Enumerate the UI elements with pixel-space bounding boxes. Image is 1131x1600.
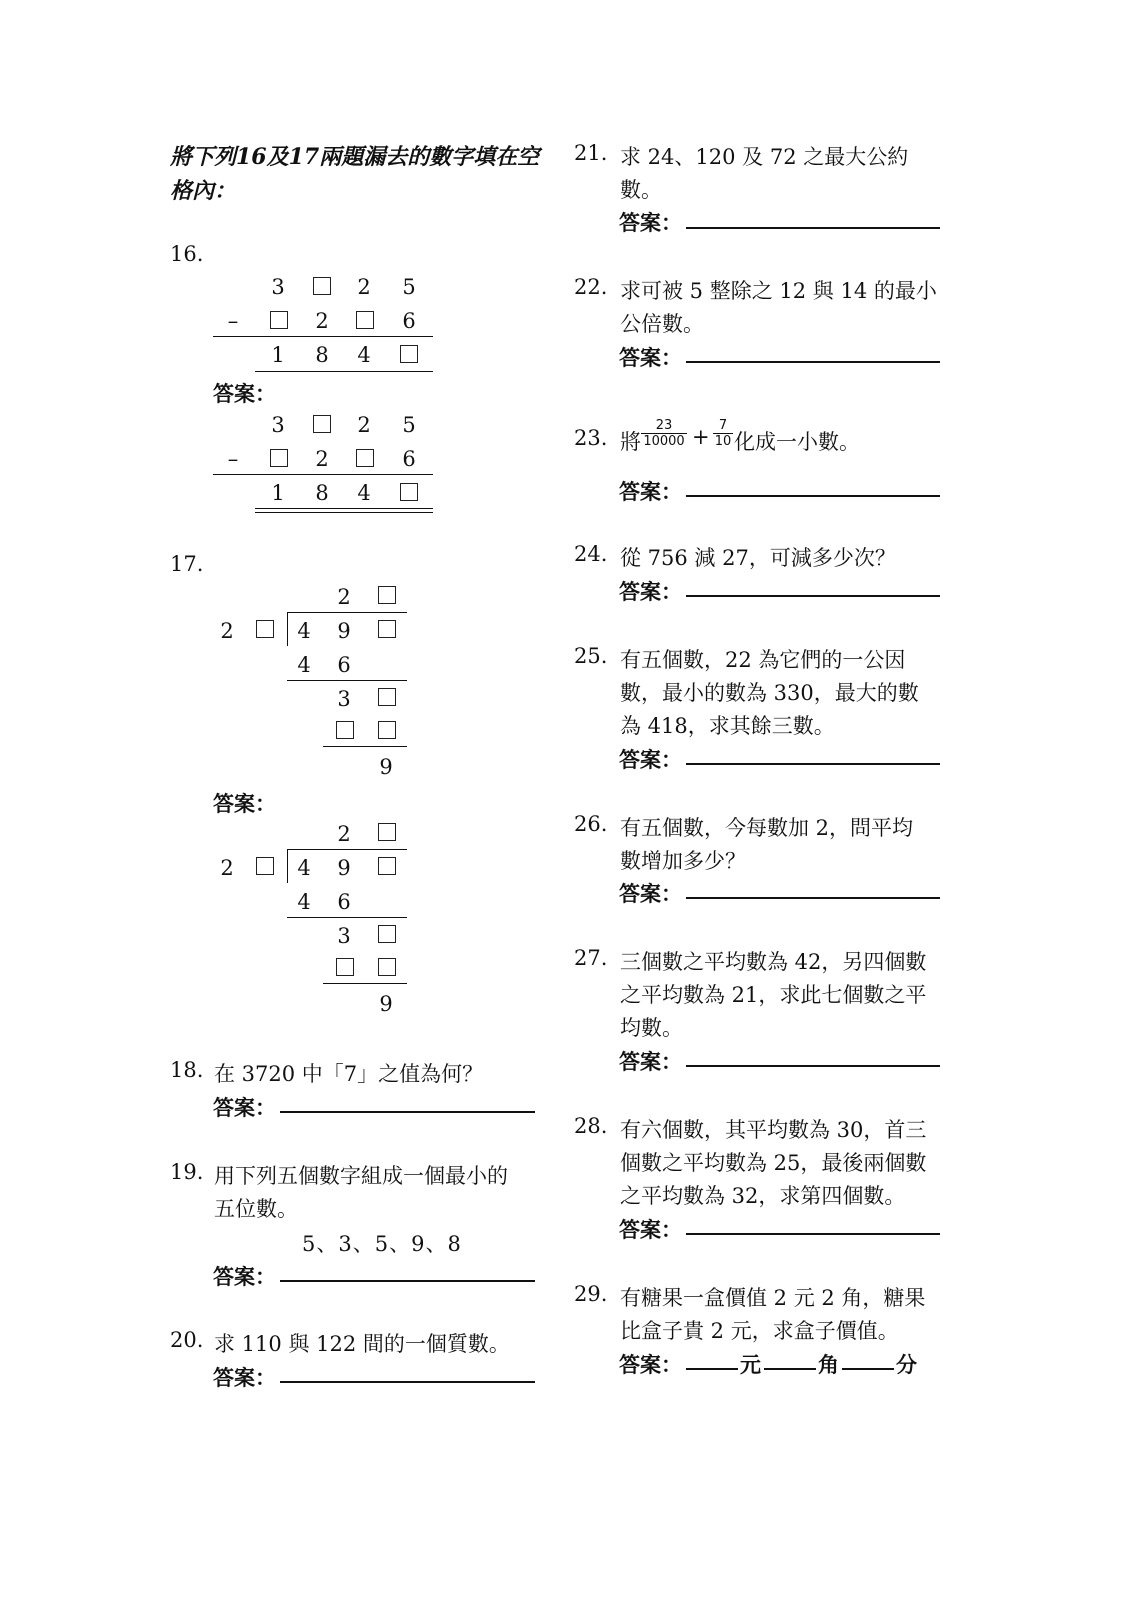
blank-box[interactable] xyxy=(313,277,331,295)
question-number-28: 28. xyxy=(574,1114,608,1138)
digit: 5 xyxy=(402,275,416,299)
answer-box[interactable] xyxy=(256,857,274,875)
question-number-23: 23. xyxy=(574,426,608,450)
blank-box[interactable] xyxy=(378,586,396,604)
q23-prefix: 將 xyxy=(620,430,641,454)
digit: 2 xyxy=(315,309,329,333)
question-text-27-line1: 三個數之平均數為 42，另四個數 xyxy=(620,950,927,974)
answer-box[interactable] xyxy=(313,415,331,433)
answer-box[interactable] xyxy=(400,483,418,501)
unit-jiao: 角 xyxy=(818,1353,839,1377)
fraction-1-numerator: 23 xyxy=(655,418,673,433)
digit: 4 xyxy=(357,343,371,367)
question-text-28-line1: 有六個數，其平均數為 30，首三 xyxy=(620,1118,927,1142)
answer-box[interactable] xyxy=(356,449,374,467)
digit: 1 xyxy=(271,481,285,505)
blank-box[interactable] xyxy=(356,311,374,329)
answer-box[interactable] xyxy=(270,449,288,467)
digit: 5 xyxy=(402,413,416,437)
digit: 2 xyxy=(357,275,371,299)
step-line xyxy=(287,917,407,918)
question-number-22: 22. xyxy=(574,275,608,299)
question-number-17: 17. xyxy=(170,552,204,576)
question-text-26-line2: 數增加多少？ xyxy=(620,849,746,873)
answer-line-28[interactable] xyxy=(686,1233,940,1235)
plus-sign: + xyxy=(692,425,710,449)
answer-line-27[interactable] xyxy=(686,1065,940,1067)
step-line xyxy=(287,680,407,681)
answer-line-24[interactable] xyxy=(686,595,940,597)
question-text-25-line1: 有五個數，22 為它們的一公因 xyxy=(620,648,906,672)
digit: 2 xyxy=(337,822,351,846)
question-text-22-line1: 求可被 5 整除之 12 與 14 的最小 xyxy=(620,279,937,303)
answer-label: 答案： xyxy=(619,580,682,604)
question-text-28-line3: 之平均數為 32，求第四個數。 xyxy=(620,1184,906,1208)
digit: 8 xyxy=(315,343,329,367)
question-text-21-line2: 數。 xyxy=(620,178,662,202)
total-line xyxy=(255,371,433,372)
sum-line xyxy=(213,336,433,337)
sum-line xyxy=(213,474,433,475)
answer-line-25[interactable] xyxy=(686,763,940,765)
question-text-19-line2: 五位數。 xyxy=(214,1197,298,1221)
answer-label: 答案： xyxy=(619,346,682,370)
digit: 4 xyxy=(297,653,311,677)
answer-line-26[interactable] xyxy=(686,897,940,899)
total-line-top xyxy=(255,508,433,509)
digit: 4 xyxy=(297,856,311,880)
answer-line-19[interactable] xyxy=(280,1280,535,1282)
digit: 9 xyxy=(379,992,393,1016)
digit: 2 xyxy=(220,619,234,643)
division-bar xyxy=(287,849,407,850)
unit-fen: 分 xyxy=(896,1353,917,1377)
division-bar xyxy=(287,612,407,613)
digit: 4 xyxy=(357,481,371,505)
question-text-24: 從 756 減 27，可減多少次？ xyxy=(620,546,896,570)
answer-label: 答案： xyxy=(213,1265,276,1289)
digit: 6 xyxy=(402,309,416,333)
question-text-22-line2: 公倍數。 xyxy=(620,312,704,336)
question-number-26: 26. xyxy=(574,812,608,836)
answer-label: 答案： xyxy=(619,1353,682,1377)
answer-line-fen[interactable] xyxy=(842,1368,894,1370)
answer-line-yuan[interactable] xyxy=(686,1368,738,1370)
question-number-20: 20. xyxy=(170,1328,204,1352)
q23-suffix: 化成一小數。 xyxy=(734,430,860,454)
digit: 3 xyxy=(271,275,285,299)
answer-box[interactable] xyxy=(378,857,396,875)
step-line xyxy=(323,746,407,747)
question-number-16: 16. xyxy=(170,242,204,266)
blank-box[interactable] xyxy=(336,721,354,739)
digit: 9 xyxy=(337,619,351,643)
question-text-18: 在 3720 中「7」之值為何？ xyxy=(214,1062,484,1086)
blank-box[interactable] xyxy=(256,620,274,638)
digit: 2 xyxy=(357,413,371,437)
question-text-25-line2: 數，最小的數為 330，最大的數 xyxy=(620,681,919,705)
answer-line-jiao[interactable] xyxy=(764,1368,816,1370)
question-text-19-line1: 用下列五個數字組成一個最小的 xyxy=(214,1164,508,1188)
question-text-20: 求 110 與 122 間的一個質數。 xyxy=(214,1332,510,1356)
question-text-27-line3: 均數。 xyxy=(620,1016,683,1040)
answer-box[interactable] xyxy=(378,958,396,976)
answer-label: 答案： xyxy=(213,382,276,406)
digit: 9 xyxy=(379,755,393,779)
digit: 6 xyxy=(402,447,416,471)
blank-box[interactable] xyxy=(400,345,418,363)
answer-label: 答案： xyxy=(213,1096,276,1120)
minus-sign: – xyxy=(227,309,239,333)
question-text-27-line2: 之平均數為 21，求此七個數之平 xyxy=(620,983,927,1007)
answer-label: 答案： xyxy=(619,1218,682,1242)
division-bracket xyxy=(287,849,288,883)
instructions: 將下列16及17兩題漏去的數字填在空格內： xyxy=(170,144,540,204)
question-number-19: 19. xyxy=(170,1160,204,1184)
question-text-26-line1: 有五個數，今每數加 2，問平均 xyxy=(620,816,914,840)
digit: 2 xyxy=(337,585,351,609)
digit: 2 xyxy=(220,856,234,880)
digit: 1 xyxy=(271,343,285,367)
answer-line-18[interactable] xyxy=(280,1111,535,1113)
division-bracket xyxy=(287,612,288,646)
fraction-2 xyxy=(713,418,733,449)
digit: 2 xyxy=(315,447,329,471)
fraction-1-denominator: 10000 xyxy=(641,433,687,449)
blank-box[interactable] xyxy=(270,311,288,329)
question-number-21: 21. xyxy=(574,141,608,165)
digit: 4 xyxy=(297,890,311,914)
question-text-29-line1: 有糖果一盒價值 2 元 2 角，糖果 xyxy=(620,1286,926,1310)
digit: 3 xyxy=(271,413,285,437)
blank-box[interactable] xyxy=(378,620,396,638)
answer-line-20[interactable] xyxy=(280,1381,535,1383)
digit: 6 xyxy=(337,653,351,677)
unit-yuan: 元 xyxy=(740,1353,761,1377)
question-text-28-line2: 個數之平均數為 25，最後兩個數 xyxy=(620,1151,927,1175)
step-line xyxy=(323,983,407,984)
digit: 9 xyxy=(337,856,351,880)
digit: 3 xyxy=(337,687,351,711)
total-line-bottom xyxy=(255,512,433,513)
question-number-25: 25. xyxy=(574,644,608,668)
answer-label: 答案： xyxy=(619,882,682,906)
answer-label: 答案： xyxy=(619,211,682,235)
minus-sign: – xyxy=(227,447,239,471)
question-text-29-line2: 比盒子貴 2 元，求盒子價值。 xyxy=(620,1319,899,1343)
fraction-1 xyxy=(641,418,687,449)
answer-label: 答案： xyxy=(619,1050,682,1074)
digit: 6 xyxy=(337,890,351,914)
question-number-24: 24. xyxy=(574,542,608,566)
digit: 3 xyxy=(337,924,351,948)
answer-label: 答案： xyxy=(213,792,276,816)
answer-box[interactable] xyxy=(336,958,354,976)
blank-box[interactable] xyxy=(378,721,396,739)
answer-box[interactable] xyxy=(378,925,396,943)
fraction-2-numerator: 7 xyxy=(718,418,728,433)
answer-label: 答案： xyxy=(619,748,682,772)
digit: 4 xyxy=(297,619,311,643)
answer-line-21[interactable] xyxy=(686,227,940,229)
answer-line-22[interactable] xyxy=(686,361,940,363)
question-text-25-line3: 為 418，求其餘三數。 xyxy=(620,714,835,738)
fraction-2-denominator: 10 xyxy=(714,434,732,449)
digit: 8 xyxy=(315,481,329,505)
answer-label: 答案： xyxy=(213,1366,276,1390)
q19-digits: 5、3、5、9、8 xyxy=(302,1232,462,1256)
answer-line-23[interactable] xyxy=(686,495,940,497)
question-number-29: 29. xyxy=(574,1282,608,1306)
question-text-21-line1: 求 24、120 及 72 之最大公約 xyxy=(620,145,909,169)
answer-box[interactable] xyxy=(378,823,396,841)
question-number-27: 27. xyxy=(574,946,608,970)
question-number-18: 18. xyxy=(170,1058,204,1082)
answer-label: 答案： xyxy=(619,480,682,504)
blank-box[interactable] xyxy=(378,688,396,706)
